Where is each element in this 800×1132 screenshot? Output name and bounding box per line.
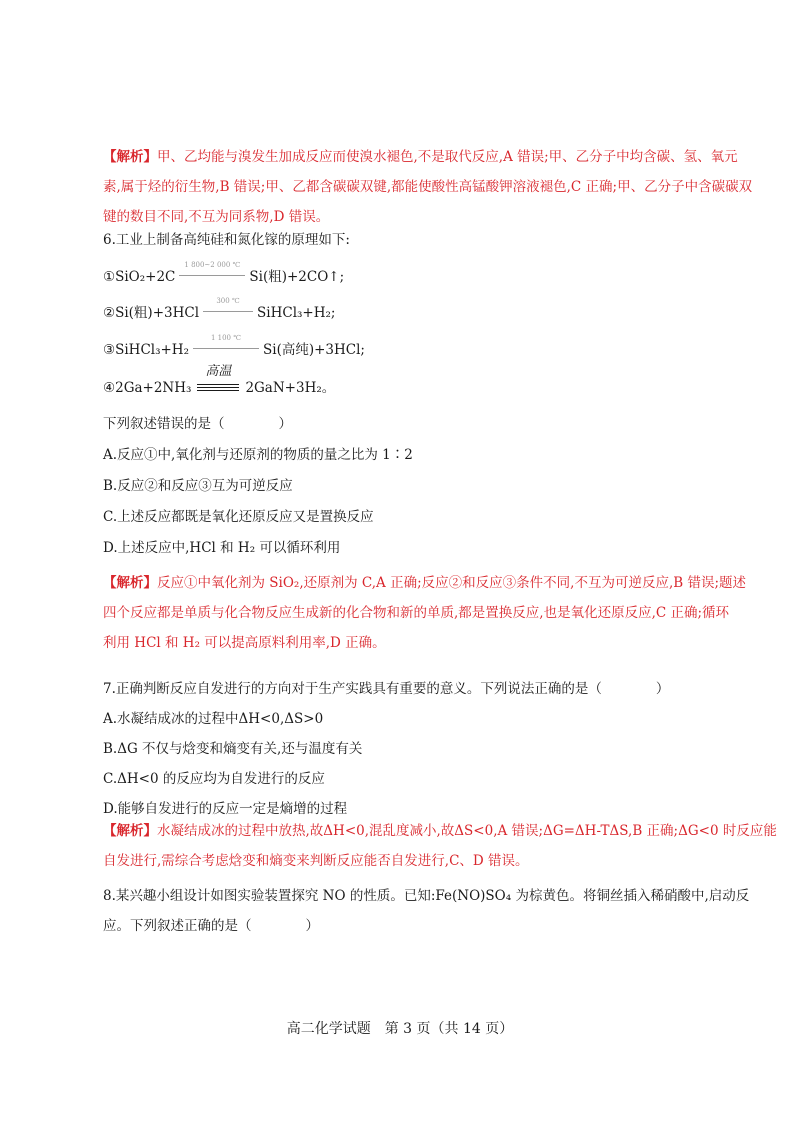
analysis-line: 键的数目不同,不互为同系物,D 错误。 <box>103 209 330 225</box>
reaction-products: 2GaN+3H₂。 <box>245 380 336 396</box>
reaction-arrow <box>193 334 259 356</box>
analysis-q5 <box>103 142 753 232</box>
question-stem: 6.工业上制备高纯硅和氮化镓的原理如下: <box>103 232 350 248</box>
option-b: B.ΔG 不仅与焓变和熵变有关,还与温度有关 <box>103 741 363 757</box>
question-stem: 7.正确判断反应自发进行的方向对于生产实践具有重要的意义。下列说法正确的是（ ） <box>103 681 670 697</box>
analysis-line: 反应①中氧化剂为 SiO₂,还原剂为 C,A 正确;反应②和反应③条件不同,不互为可逆反应,B 错误;题述 <box>157 575 746 591</box>
reaction-arrow <box>179 261 245 283</box>
reaction-condition: 300 ℃ <box>216 297 240 305</box>
option-a: A.反应①中,氧化剂与还原剂的物质的量之比为 1∶2 <box>103 447 413 463</box>
analysis-line: 自发进行,需综合考虑焓变和熵变来判断反应能否自发进行,C、D 错误。 <box>103 853 529 869</box>
analysis-line: 水凝结成冰的过程中放热,故ΔH<0,混乱度减小,故ΔS<0,A 错误;ΔG=ΔH-TΔS,B 正确;ΔG<0 时反应能 <box>157 823 777 839</box>
reaction-4 <box>103 364 703 402</box>
reaction-products: Si(粗)+2CO↑; <box>249 269 345 285</box>
question-6-options <box>103 409 703 564</box>
option-b: B.反应②和反应③互为可逆反应 <box>103 478 293 494</box>
reaction-1 <box>103 262 703 292</box>
page-footer: 高二化学试题 第 3 页（共 14 页） <box>286 1021 514 1037</box>
reaction-products: Si(高纯)+3HCl; <box>263 342 365 358</box>
reaction-arrow <box>203 297 253 319</box>
reaction-3 <box>103 335 703 365</box>
reaction-condition: 1 100 ℃ <box>210 334 242 342</box>
reaction-reactants: ③SiHCl₃+H₂ <box>103 342 189 358</box>
reaction-reactants: ②Si(粗)+3HCl <box>103 305 200 321</box>
equals-sign <box>193 364 243 396</box>
analysis-line: 素,属于烃的衍生物,B 错误;甲、乙都含碳碳双键,都能使酸性高锰酸钾溶液褪色,C 正确;甲、乙分子中含碳碳双 <box>103 179 753 195</box>
option-d: D.能够自发进行的反应一定是熵增的过程 <box>103 801 348 817</box>
question-prompt: 下列叙述错误的是（ ） <box>103 416 292 432</box>
analysis-line: 甲、乙均能与溴发生加成反应而使溴水褪色,不是取代反应,A 错误;甲、乙分子中均含碳、氢、氧元 <box>157 149 738 165</box>
option-c: C.上述反应都既是氧化还原反应又是置换反应 <box>103 509 374 525</box>
analysis-tag: 【解析】 <box>103 575 157 591</box>
analysis-q7 <box>103 816 777 876</box>
question-6 <box>103 225 703 255</box>
analysis-line: 利用 HCl 和 H₂ 可以提高原料利用率,D 正确。 <box>103 635 386 651</box>
option-c: C.ΔH<0 的反应均为自发进行的反应 <box>103 771 325 787</box>
question-stem: 8.某兴趣小组设计如图实验装置探究 NO 的性质。已知:Fe(NO)SO₄ 为棕黄色。将铜丝插入稀硝酸中,启动反 <box>103 888 750 904</box>
question-stem: 应。下列叙述正确的是（ ） <box>103 918 319 934</box>
option-d: D.上述反应中,HCl 和 H₂ 可以循环利用 <box>103 540 341 556</box>
reaction-reactants: ④2Ga+2NH₃ <box>103 380 192 396</box>
question-8 <box>103 881 750 941</box>
analysis-line: 四个反应都是单质与化合物反应生成新的化合物和新的单质,都是置换反应,也是氧化还原反应,C 正确;循环 <box>103 605 730 621</box>
question-7 <box>103 674 703 824</box>
reaction-condition: 1 800~2 000 ℃ <box>184 261 241 269</box>
reaction-condition: 高温 <box>205 364 232 379</box>
analysis-q6 <box>103 568 746 658</box>
reaction-products: SiHCl₃+H₂; <box>257 305 336 321</box>
analysis-tag: 【解析】 <box>103 823 157 839</box>
reaction-reactants: ①SiO₂+2C <box>103 269 176 285</box>
reaction-2 <box>103 298 703 328</box>
analysis-tag: 【解析】 <box>103 149 157 165</box>
option-a: A.水凝结成冰的过程中ΔH<0,ΔS>0 <box>103 711 324 727</box>
